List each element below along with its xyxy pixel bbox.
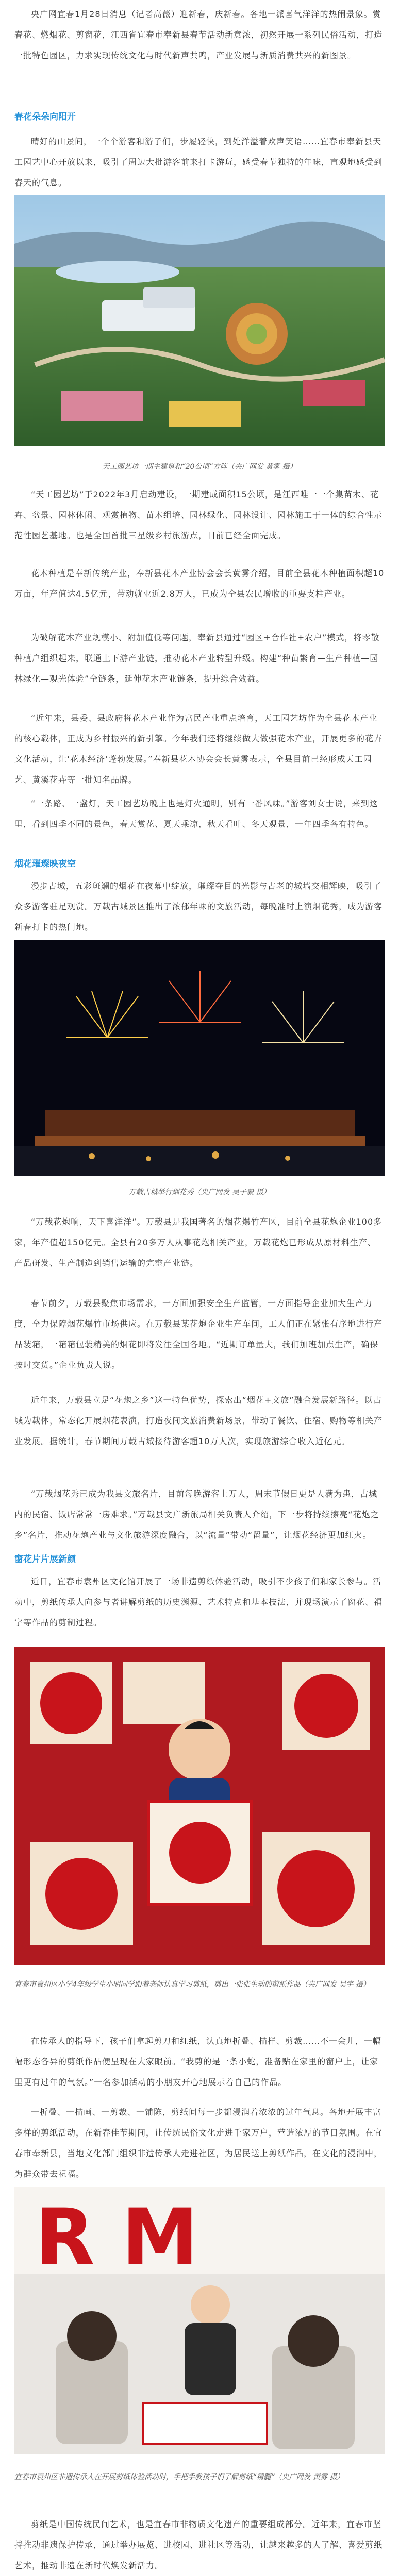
- paragraph: 晴好的山景间，一个个游客和游子们，步履轻快，到处洋溢着欢声笑语……宜春市奉新县天工园艺中心开放以来，吸引了周边大批游客前来打卡游玩，感受春节独特的年味，直观地感受到春天的气息。: [14, 137, 383, 188]
- paragraph: “近年来，县委、县政府将花木产业作为富民产业重点培育，天工园艺坊作为全县花木产业的核心载体，正成为乡村振兴的新引擎。今年我们还将继续做大做强花木产业，开展更多的花卉文化活动，让‘花木经济’蓬勃发展。”奉新县花木协会会长黄雾表示，全县目前已经形成天工园艺、黄溪花卉等一批知名品牌。: [14, 713, 383, 785]
- paper-cutting-child-photo: [14, 1647, 385, 1965]
- paragraph: 在传承人的指导下，孩子们拿起剪刀和红纸，认真地折叠、描样、剪裁……不一会儿，一幅幅形态各异的剪纸作品便呈现在大家眼前。“我剪的是一条小蛇，准备贴在家里的窗户上，让家里更有过年的气氛。”一名参加活动的小朋友开心地展示着自己的作品。: [14, 2036, 382, 2087]
- section-heading-paper-cutting: 窗花片片展新颜: [14, 1554, 76, 1565]
- section-heading-spring-flowers: 春花朵朵向阳开: [14, 112, 76, 122]
- photo-caption: 宜春市袁州区非遗传承人在开展剪纸体验活动时，手把手教孩子们了解剪纸“精髓”（央广网发 黄雾 摄）: [14, 2473, 344, 2481]
- photo-caption: 天工园艺坊一期主建筑和“20公顷”方阵（央广网发 黄雾 摄）: [102, 463, 297, 471]
- photo-caption: 万载古城举行烟花秀（央广网发 吴子毅 摄）: [128, 1188, 271, 1196]
- paragraph: 为破解花木产业规模小、附加值低等问题，奉新县通过“园区+合作社+农户”模式，将零散种植户组织起来，联通上下游产业链，推动花木产业转型升级。构建“种苗繁育—生产种植—园林绿化—观光体验”全链条，延伸花木产业链条，提升综合效益。: [14, 633, 380, 684]
- paragraph: “万载烟花秀已成为我县文旅名片，目前每晚游客上万人，周末节假日更是人满为患，古城内的民宿、饭店常常一房难求。”万载县文广新旅局相关负责人介绍，下一步将持续擦亮“花炮之乡”名片，推动花炮产业与文化旅游深度融合，以“流量”带动“留量”，让烟花经济更加红火。: [14, 1489, 379, 1540]
- paragraph: 近年来，万载县立足“花炮之乡”这一特色优势，探索出“烟花+文旅”融合发展新路径。以古城为载体，常态化开展烟花表演，打造夜间文旅消费新场景，带动了餐饮、住宿、购物等相关产业发展。据统计，春节期间万载古城接待游客超10万人次，实现旅游综合收入近亿元。: [14, 1395, 383, 1446]
- paragraph: 近日，宜春市袁州区文化馆开展了一场非遗剪纸体验活动，吸引不少孩子们和家长参与。活动中，剪纸传承人向参与者讲解剪纸的历史渊源、艺术特点和基本技法，并现场演示了窗花、福字等作品的剪制过程。: [14, 1577, 383, 1628]
- paragraph: “天工园艺坊”于2022年3月启动建设，一期建成面积15公顷，是江西唯一一个集苗木、花卉、盆景、园林休闲、观赏植物、苗木组培、园林绿化、园林设计、园林施工于一体的综合性示范性园艺基地。也是全国首批三星级乡村旅游点，目前已经全面完成。: [14, 489, 383, 540]
- banner-letters: R M: [35, 2193, 198, 2282]
- section-heading-fireworks: 烟花璀璨映夜空: [14, 859, 76, 869]
- paragraph: 一折叠、一描画、一剪裁、一铺陈，剪纸间每一步都浸润着浓浓的过年气息。各地开展丰富多样的剪纸活动，在新春佳节期间，让传统民俗文化走进千家万户，营造浓厚的节日氛围。在宜春市奉新县，当地文化部门组织非遗传承人走进社区，为居民送上剪纸作品，在文化的浸润中，为群众带去祝福。: [14, 2107, 383, 2179]
- paragraph: “一条路、一盏灯，天工园艺坊晚上也是灯火通明，别有一番风味。”游客刘女士说，来到这里，看到四季不同的景色，春天赏花、夏天乘凉，秋天看叶、冬天观景，一年四季各有特色。: [14, 799, 378, 829]
- paper-cutting-class-photo: [14, 2187, 385, 2454]
- paragraph: 春节前夕，万载县聚焦市场需求，一方面加强安全生产监管，一方面指导企业加大生产力度，全力保障烟花爆竹市场供应。在万载县某花炮企业生产车间，工人们正在紧张有序地进行产品装箱，一箱箱包装精美的烟花即将发往全国各地。“近期订单量大，我们加班加点生产，确保按时交货。”企业负责人说。: [14, 1298, 383, 1370]
- paragraph: 剪纸是中国传统民间艺术，也是宜春市非物质文化遗产的重要组成部分。近年来，宜春市坚持推动非遗保护传承，通过举办展览、进校园、进社区等活动，让越来越多的人了解、喜爱剪纸艺术，推动非遗在新时代焕发新活力。: [14, 2519, 383, 2570]
- paragraph: “万载花炮响，天下喜洋洋”。万载县是我国著名的烟花爆竹产区，目前全县花炮企业100多家，年产值超150亿元。全县有20多万人从事花炮相关产业，万载花炮已形成从原材料生产、产品研发、生产制造到销售运输的完整产业链。: [14, 1217, 383, 1268]
- paragraph: 漫步古城，五彩斑斓的烟花在夜幕中绽放，璀璨夺目的光影与古老的城墙交相辉映，吸引了众多游客驻足观赏。万载古城景区推出了浓郁年味的文旅活动，每晚准时上演烟花秀，成为游客新春打卡的热门地。: [14, 881, 383, 932]
- paragraph: 花木种植是奉新传统产业，奉新县花木产业协会会长黄雾介绍，目前全县花木种植面积超10万亩，年产值达4.5亿元，带动就业近2.8万人，已成为全县农民增收的重要支柱产业。: [14, 568, 385, 599]
- garden-aerial-photo: [14, 195, 385, 446]
- intro-paragraph: 央广网宜春1月28日消息（记者高薇）迎新春，庆新春。各地一派喜气洋洋的热闹景象。赏春花、燃烟花、剪窗花，江西省宜春市奉新县春节活动新意浓，初然开展一系列民俗活动，打造一批特色园区，力求实现传统文化与时代新声共鸣，产业发展与新质消费共兴的新图景。: [14, 9, 383, 60]
- fireworks-photo: [14, 940, 385, 1176]
- photo-caption: 宜春市袁州区小学4年级学生小明同学跟着老师认真学习剪纸，剪出一张张生动的剪纸作品（央广网发 吴宇 摄）: [14, 1980, 370, 1989]
